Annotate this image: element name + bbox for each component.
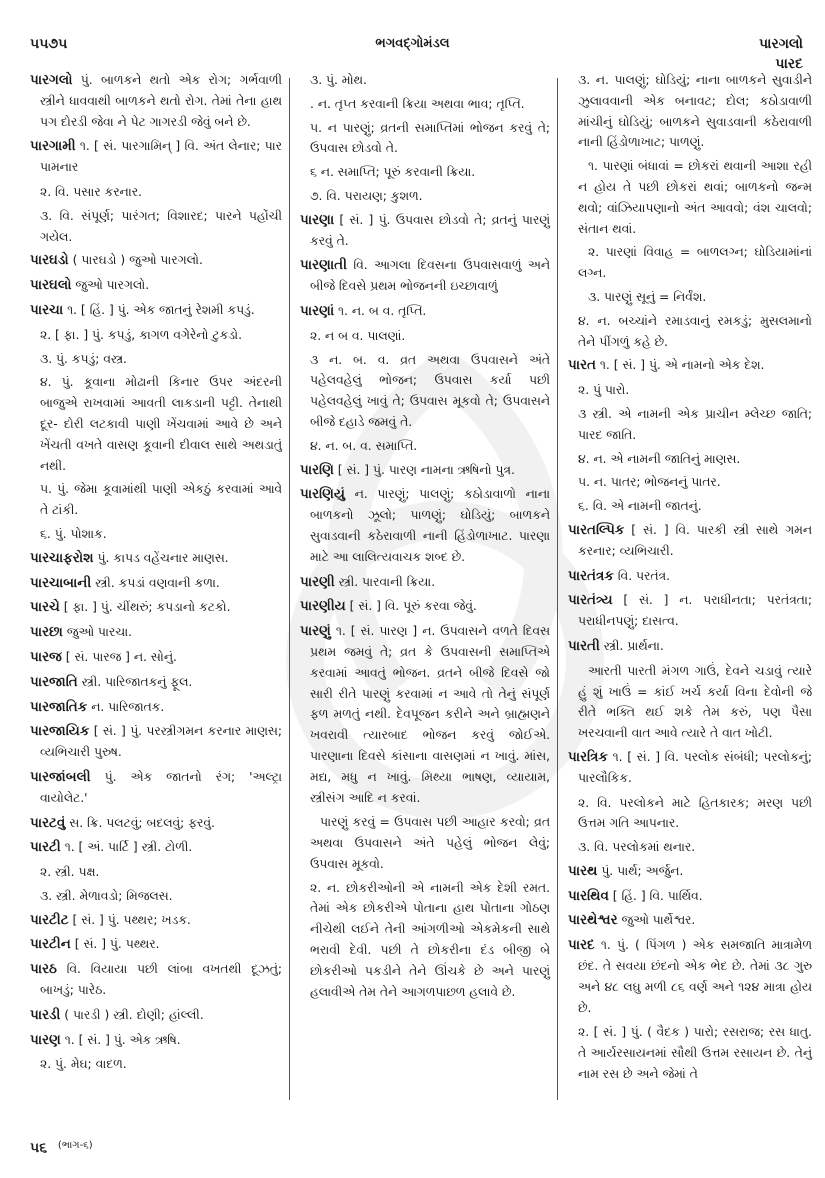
definition-text: ૪. ન. બચ્ચાંને રમાડવાનું રમકડું; મુસલમાનો તેને પીંગળું કહે છે. [578, 313, 812, 349]
definition-text: ૫. ન પારણું; વ્રતની સમાપ્તિમાં ભોજન કરવું તે; ઉપવાસ છોડવો તે. [310, 120, 550, 156]
definition-text: ૧. પું. ( પિંગળ ) એક સમજાતિ માત્રામેળ છંદ. તે સવયા છંદનો એક ભેદ છે. તેમાં ૩૮ ગુરુ અને ૪૮ લઘુ મળી ૮૬ વર્ણ અને ૧૨૪ માત્રા હોય છે. [578, 938, 812, 1015]
sense-definition [300, 162, 550, 183]
headword: પારત [568, 357, 596, 374]
dictionary-entry [300, 255, 550, 297]
definition-text: ૫. પું. જેમા કૂવામાંથી પાણી એકઠું કરવામાં આવે તે ટાંકી. [40, 482, 282, 518]
dictionary-entry [30, 1030, 282, 1051]
headword: પારજ [30, 648, 62, 665]
sense-definition [30, 372, 282, 476]
headword: પારથેશ્વર [568, 912, 618, 929]
sense-definition [568, 311, 812, 353]
sense-definition [30, 349, 282, 370]
sense-definition [30, 479, 282, 521]
headword: પારથ [568, 862, 598, 879]
headword: પારજાતિ [30, 673, 78, 690]
definition-text: ૬. વિ. એ નામની જાતનું. [578, 499, 702, 514]
dictionary-entry [30, 622, 282, 643]
definition-text: ૧. [ સં. ] પું. એક ઋષિ. [60, 1032, 181, 1047]
definition-text: સ્ત્રી. પારવાની ક્રિયા. [334, 574, 436, 589]
headword: પારચા [30, 301, 64, 318]
definition-text: [ સં. ] ન. પરાધીનતા; પરતંત્રતા; પરાધીનપણું; દાસત્વ. [578, 593, 812, 629]
dictionary-column-3 [568, 70, 812, 1088]
headword: પારણિ [300, 461, 334, 478]
dictionary-entry [568, 520, 812, 562]
definition-text: ૨. પારણાં વિવાહ = બાળલગ્ન; ઘોડિયામાંનાં લગ્ન. [578, 245, 812, 281]
definition-text: સ્ત્રી. પારિજાતકનું ફૂલ. [77, 674, 193, 689]
dictionary-entry [300, 301, 550, 322]
definition-text: ૫. ન. પાતર; ભોજનનું પાતર. [578, 475, 721, 490]
definition-text: ( પારઘડો ) જુઓ પારગલો. [68, 253, 203, 268]
sense-definition [300, 186, 550, 207]
dictionary-entry [30, 837, 282, 858]
column-divider [557, 78, 558, 1100]
definition-text: [ સં. ] પું. પથ્થર. [70, 937, 160, 952]
headword: પારતલ્પિક [568, 521, 625, 538]
definition-text: ૧. પારણાં બંધાવાં = છોકરાં થવાની આશા રહી ન હોય તે પછી છોકરાં થવાં; બાળકનો જન્મ થવો; વાંઝિયાપણાનો અંત આવવો; વંશ ચાલવો; સંતાન થવાં. [578, 159, 812, 236]
sense-definition [300, 878, 550, 1003]
headword: પારઠ [30, 961, 57, 978]
definition-text: ૧. [ હિં. ] પું. એક જાતનું રેશમી કપડું. [63, 302, 255, 317]
definition-text: ૨. [ ફા. ] પું. કપડું, કાગળ વગેરેનો ટુકડો. [40, 327, 242, 342]
definition-text: ન. પારિજાતક. [87, 699, 165, 714]
dictionary-entry [30, 1005, 282, 1026]
definition-text: ૧. [ અં. પાર્ટિ ] સ્ત્રી. ટોળી. [60, 840, 193, 855]
idiom-example [568, 661, 812, 744]
guide-words [759, 34, 803, 74]
headword: પારતંત્ર્ય [568, 592, 613, 609]
page-footer [30, 1140, 93, 1156]
headword: પારતંત્રક [568, 567, 614, 584]
definition-text: ૧. [ સં. પારગામિન્ ] વિ. અંત લેનાર; પાર પામનાર [40, 139, 282, 175]
definition-text: [ સં. ] પું. પથ્થર; ખડક. [68, 912, 191, 927]
definition-text: ૪. ન. એ નામની જાતિનું માણસ. [578, 451, 741, 466]
definition-text: ૧. [ સં. ] પું. એ નામનો એક દેશ. [596, 358, 765, 373]
definition-text: ૩ સ્ત્રી. એ નામની એક પ્રાચીન મ્લેચ્છ જાતિ; પારદ જાતિ. [578, 406, 812, 442]
definition-text: ૨. [ સં. ] પું. ( વૈદક ) પારો; રસરાજ; રસ ધાતુ. તે આર્યરસાયનમાં સૌથી ઉત્તમ રસાયન છે. તેનું નામ રસ છે અને જેમાં તે [578, 1025, 812, 1082]
dictionary-entry [30, 300, 282, 321]
headword: પારગલો [30, 72, 73, 88]
sense-definition [30, 1054, 282, 1075]
sense-definition [30, 524, 282, 545]
definition-text: ૩. ન. પાલણું; ઘોડિયું; નાના બાળકને સુવાડીને ઝુલાવવાની એક બનાવટ; દોલ; કઠોડાવાળી માંચીનું ઘોડિયું; બાળકને સુવાડવાની કઠેરાવાળી નાની હિંડોળાખાટ; પાળણું. [578, 73, 812, 150]
definition-text: પું. કાપડ વહેંચનાર માણસ. [93, 550, 229, 565]
definition-text: ન. પારણું; પાલણું; કઠોડાવાળો નાના બાળકનો ઝૂલો; પાળણું; ઘોડિયું; બાળકને સુવાડવાની કઠેરાવાળી નાની હિંડોળાખાટ. પારણા માટે આ લાલિત્યવાચક શબ્દ છે. [310, 487, 550, 564]
definition-text: ૩. સ્ત્રી. મેળાવડો; મિજલસ. [40, 888, 173, 903]
dictionary-entry [568, 861, 812, 882]
sense-definition [300, 118, 550, 160]
volume-label: (ભાગ-૬) [57, 1140, 93, 1151]
definition-text: ૨. સ્ત્રી. પક્ષ. [40, 865, 100, 880]
dictionary-entry [300, 460, 550, 481]
sense-definition [568, 449, 812, 470]
sense-definition [30, 206, 282, 248]
sense-definition [300, 350, 550, 433]
definition-text: ૩. પું. કપડું; વસ્ત્ર. [40, 351, 127, 366]
headword: પારણિયું [300, 486, 345, 503]
dictionary-entry [300, 210, 550, 252]
dictionary-entry [568, 886, 812, 907]
definition-text: ૩. પું. મોથ. [310, 73, 367, 87]
dictionary-entry [30, 767, 282, 809]
guide-word-first: પારગલો [758, 36, 803, 52]
idiom-example [300, 812, 550, 874]
headword: પારણા [300, 211, 335, 228]
definition-text: ૩ ન. બ. વ. વ્રત અથવા ઉપવાસને અંતે પહેલવહેલું ભોજન; ઉપવાસ કર્યા પછી પહેલવહેલું ખાવું તે; ઉપવાસ મૂકવો તે; ઉપવાસને બીજે દહાડે જમવું તે. [310, 352, 550, 429]
headword: પારડી [30, 1006, 61, 1023]
dictionary-entry [30, 548, 282, 569]
definition-text: ( પારડી ) સ્ત્રી. દોણી; હાંલ્લી. [60, 1007, 204, 1022]
headword: પારજાંબલી [30, 768, 91, 785]
idiom-example [568, 287, 812, 308]
definition-text: . ન. તૃપ્ત કરવાની ક્રિયા અથવા ભાવ; તૃપ્તિ. [310, 96, 525, 111]
definition-text: સ. ક્રિ. પલટવું; બદલવું; ફરવું. [65, 815, 215, 830]
headword: પારચાફરોશ [30, 549, 94, 566]
dictionary-entry [300, 484, 550, 567]
dictionary-column-2 [300, 70, 550, 1005]
headword: પારદ [568, 937, 595, 954]
definition-text: જુઓ પારચા. [62, 625, 132, 640]
definition-text: [ સં. ] પું. ઉપવાસ છોડવો તે; વ્રતનું પારણું કરવું તે. [310, 212, 550, 248]
definition-text: ૪. પું. કૂવાના મોઢાની કિનાર ઉપર અંદરની બાજુએ રાખવામાં આવતી લાકડાની પટ્ટી. તેનાથી દૂર- દોરી લટકાવી પાણી ખેંચવામાં આવે છે અને ખેંચતી વખતે વાસણ કૂવાની દીવાલ સાથે અથડાતું નથી. [40, 375, 282, 473]
sense-definition [300, 70, 550, 91]
dictionary-entry [30, 136, 282, 178]
headword: પારત્રિક [568, 748, 608, 765]
definition-text: ૧. [ સં. પારણ ] ન. ઉપવાસને વળતે દિવસ પ્રથમ જમવું તે; વ્રત કે ઉપવાસની સમાપ્તિએ કરવામાં આવતું ભોજન. વ્રતને બીજે દિવસે જો સારી રીતે પારણું કરવામાં ન આવે તો તેનું સંપૂર્ણ ફળ મળતું નથી. દેવપૂજન કરીને અને બ્રાહ્મણને ખવરાવી ત્યારબાદ ભોજન કરવું જોઈએ. પારણાના દિવસે કાંસાના વાસણમાં ન ખાવું. માંસ, મદ્ય, મધુ ન ખાવું. મિથ્યા ભાષણ, વ્યાયામ, સ્ત્રીસંગ આદિ ન કરવાં. [310, 624, 550, 805]
headword: પારજાતિક [30, 698, 88, 715]
definition-text: ૨. ન બ વ. પાલણાં. [310, 328, 406, 343]
sense-definition [568, 70, 812, 153]
definition-text: જુઓ પારગલો. [71, 278, 150, 293]
dictionary-entry [300, 572, 550, 593]
definition-text: ૭. વિ. પરાયણ; કુશળ. [310, 188, 423, 203]
sense-definition [568, 837, 812, 858]
dictionary-entry [30, 647, 282, 668]
definition-text: પું. એક જાતનો રંગ; 'અલ્ટ્રા વાયોલેટ.' [40, 769, 282, 805]
page-range: ૫૫૭૫ [30, 36, 68, 52]
dictionary-entry [568, 747, 812, 789]
headword: પારણીય [300, 598, 346, 615]
definition-text: વિ. વિયાયા પછી લાંબા વખતથી દૂઝતું; બાખડું; પારેઠ. [40, 962, 282, 998]
dictionary-entry [30, 573, 282, 594]
dictionary-entry [30, 721, 282, 763]
headword: પારચે [30, 599, 60, 616]
dictionary-entry [30, 697, 282, 718]
headword: પારટીટ [30, 911, 69, 928]
dictionary-entry [30, 959, 282, 1001]
dictionary-entry [568, 636, 812, 657]
definition-text: [ હિં. ] વિ. પાર્થિવ. [608, 888, 703, 903]
headword: પારતી [568, 637, 600, 654]
dictionary-entry [568, 590, 812, 632]
headword: પારટીન [30, 936, 71, 953]
definition-text: ૨. વિ. પસાર કરનાર. [40, 184, 142, 199]
dictionary-entry [30, 597, 282, 618]
dictionary-entry [30, 934, 282, 955]
sense-definition [568, 404, 812, 446]
sense-definition [30, 325, 282, 346]
definition-text: [ સં. પારજ ] ન. સોનું. [61, 649, 177, 664]
dictionary-entry [30, 813, 282, 834]
definition-text: વિ. પરતંત્ર. [613, 568, 670, 583]
sense-definition [568, 1022, 812, 1084]
headword: પારચાબાની [30, 574, 92, 591]
definition-text: સ્ત્રી. પ્રાર્થના. [599, 638, 664, 653]
headword: પારણું [300, 623, 331, 640]
idiom-example [568, 242, 812, 284]
sense-definition [568, 793, 812, 835]
sense-definition [30, 886, 282, 907]
idiom-example [568, 156, 812, 239]
dictionary-entry [30, 910, 282, 931]
sense-definition [568, 380, 812, 401]
dictionary-entry [30, 275, 282, 296]
definition-text: સ્ત્રી. કપડાં વણવાની કળા. [91, 575, 220, 590]
sense-definition [30, 862, 282, 883]
sense-definition [300, 436, 550, 457]
headword: પારણાં [300, 302, 335, 319]
dictionary-entry [568, 910, 812, 931]
headword: પારણી [300, 573, 335, 590]
definition-text: ૬. પું. પોશાક. [40, 526, 107, 541]
definition-text: ૨. વિ. પરલોકને માટે હિતકારક; મરણ પછી ઉત્તમ ગતિ આપનાર. [578, 795, 812, 831]
dictionary-entry [30, 70, 282, 132]
sense-definition [568, 496, 812, 517]
definition-text: વિ. આગલા દિવસના ઉપવાસવાળું અને બીજે દિવસે પ્રથમ ભોજનની ઇચ્છાવાળું [310, 258, 550, 294]
definition-text: પું. બાળકને થતો એક રોગ; ગર્ભવાળી સ્ત્રીને ધાવવાથી બાળકને થતો રોગ. તેમાં તેના હાથ પગ દોરડી જેવા ને પેટ ગાગરડી જેવું બને છે. [40, 73, 282, 129]
definition-text: જુઓ પાર્થેશ્વર. [617, 913, 696, 928]
dictionary-entry [300, 596, 550, 617]
definition-text: પું. પાર્થ; અર્જુન. [597, 863, 684, 878]
definition-text: [ સં. ] પું. પરસ્ત્રીગમન કરનાર માણસ; વ્યભિચારી પુરુષ. [40, 724, 282, 760]
sense-definition [300, 94, 550, 115]
headword: પારઘડો [30, 252, 69, 269]
dictionary-entry [30, 672, 282, 693]
dictionary-column-1 [30, 70, 282, 1078]
headword: પારગામી [30, 138, 76, 155]
definition-text: ૧. [ સં. ] વિ. પરલોક સંબંધી; પરલોકનું; પારલૌકિક. [578, 749, 812, 785]
dictionary-entry [568, 566, 812, 587]
definition-text: પારણું કરવું = ઉપવાસ પછી આહાર કરવો; વ્રત અથવા ઉપવાસને અંતે પહેલું ભોજન લેવું; ઉપવાસ મૂકવો. [310, 815, 550, 871]
definition-text: ૬ ન. સમાપ્તિ; પૂરું કરવાની ક્રિયા. [310, 165, 476, 180]
column-divider [289, 78, 290, 1100]
definition-text: ૩. વિ. સંપૂર્ણ; પારંગત; વિશારદ; પારને પહોંચી ગયેલ. [40, 208, 282, 244]
sense-definition [568, 472, 812, 493]
definition-text: ૩. પારણું સૂનું = નિર્વંશ. [588, 289, 707, 304]
guide-word-last: પારદ [775, 56, 803, 72]
headword: પારણાતી [300, 257, 347, 274]
definition-text: ૩. વિ. પરલોકમાં થનાર. [578, 840, 696, 855]
definition-text: ૨. ન. છોકરીઓની એ નામની એક દેશી રમત. તેમાં એક છોકરીએ પોતાના હાથ પોતાના ગોઠણ નીચેથી લઈને તેની આંગળીઓ એકમેકની સાથે ભરાવી દેવી. પછી તે છોકરીના દંડ બીજી બે છોકરીઓ પકડીને તેને ઊંચકે છે અને પારણું હલાવીએ તેમ તેને આગળપાછળ હલાવે છે. [310, 880, 550, 999]
sense-definition [300, 326, 550, 347]
definition-text: ૨. પું. મેઘ; વાદળ. [40, 1057, 127, 1072]
headword: પારણ [30, 1031, 61, 1048]
definition-text: ૨. પું પારો. [578, 383, 630, 398]
dictionary-entry [300, 621, 550, 808]
definition-text: આરતી પારતી મંગળ ગાઉં, દેવને ચડાવું ત્યારે હું શું ખાઉં = કાંઈ ખર્ચ કર્યા વિના દેવોની જે રીતે ભક્તિ થઈ શકે તેમ કરું, પણ પૈસા ખરચવાની વાત આવે ત્યારે તે વાત ખોટી. [578, 663, 812, 741]
headword: પારઘલો [30, 277, 72, 294]
page-number: ૫૬ [30, 1140, 48, 1156]
page-header [0, 0, 825, 70]
definition-text: ૧. ન. બ વ. તૃપ્તિ. [334, 303, 427, 318]
headword: પારછા [30, 624, 63, 641]
headword: પારટી [30, 839, 61, 856]
dictionary-entry [30, 250, 282, 271]
book-title: ભગવદ્ગોમંડલ [375, 36, 450, 51]
definition-text: [ સં. ] પું. પારણ નામના ઋષિનો પુત્ર. [333, 462, 515, 477]
definition-text: [ સં. ] વિ. પારકી સ્ત્રી સાથે ગમન કરનાર; વ્યભિચારી. [578, 522, 812, 558]
definition-text: [ સં. ] વિ. પૂરું કરવા જેવું. [345, 599, 477, 614]
definition-text: [ ફા. ] પું. ચીંથરું; કપડાનો કટકો. [59, 600, 231, 615]
dictionary-entry [568, 355, 812, 376]
sense-definition [30, 182, 282, 203]
dictionary-entry [568, 935, 812, 1018]
headword: પારજાયિક [30, 723, 90, 740]
definition-text: ૪. ન. બ. વ. સમાપ્તિ. [310, 438, 418, 453]
headword: પારટવું [30, 814, 66, 831]
headword: પારથિવ [568, 887, 609, 904]
